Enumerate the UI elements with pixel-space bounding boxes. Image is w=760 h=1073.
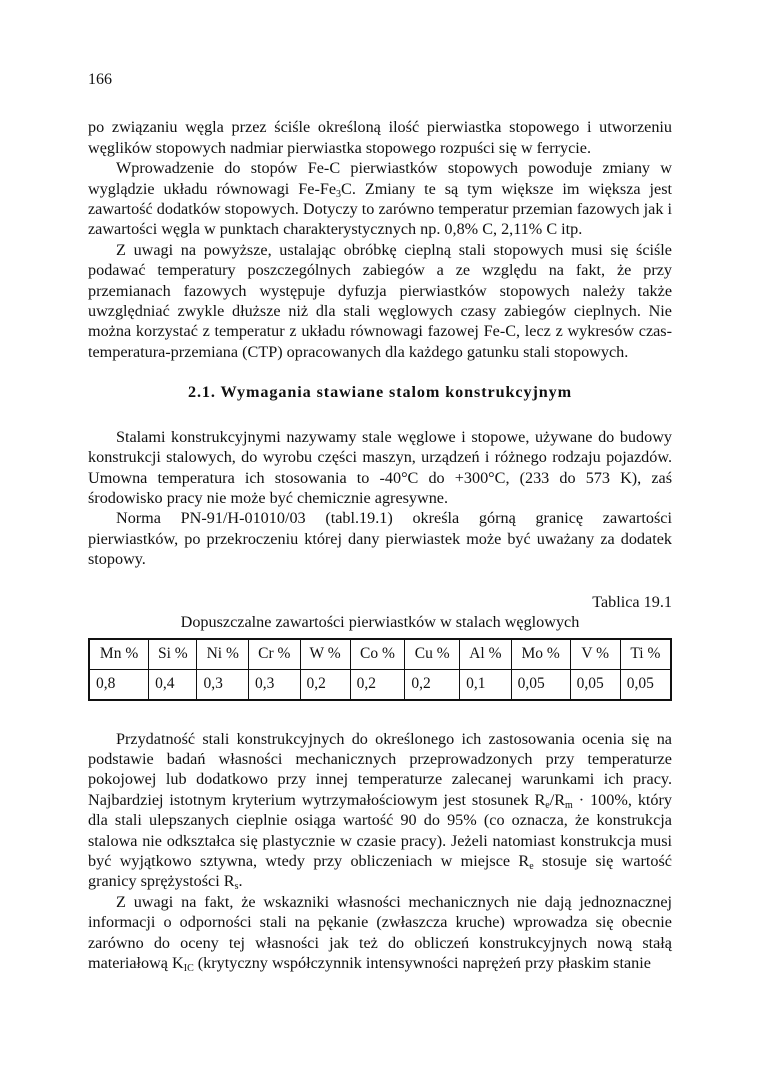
text: /R: [549, 790, 566, 809]
subscript: m: [565, 799, 573, 811]
table-cell: 0,2: [405, 669, 460, 700]
table-header-cell: Ni %: [197, 639, 249, 670]
table-cell: 0,3: [249, 669, 301, 700]
subscript: IC: [183, 963, 194, 974]
text: .: [238, 872, 243, 891]
table-header-cell: Co %: [350, 639, 405, 670]
table-header-cell: Al %: [460, 639, 512, 670]
table-caption: Dopuszczalne zawartości pierwiastków w stalach węglowych: [180, 612, 580, 631]
element-limits-table: [88, 638, 672, 701]
text: Z uwagi na fakt, że wskazniki własności mechanicznych nie dają jednoznacznej informacji o odporności stali na pękanie (zwłaszcza kruche) wprowadza się obecnie zarówno do oceny tej własności jak też do obliczeń konstrukcyjnych nową stałą materiałową K: [88, 892, 672, 972]
subscript: e: [545, 799, 550, 811]
paragraph: [88, 892, 672, 974]
text: Przydatność stali konstrukcyjnych do określonego ich zastosowania ocenia się na podstawie badań własności mechanicznych przeprowadzonych przy temperaturze pokojowej lub dodatkowo przy innej temperaturze zalecanej warunkami ich pracy. Najbardziej istotnym kryterium wytrzymałościowym jest stosunek R: [88, 729, 672, 809]
paragraph: Norma PN-91/H-01010/03 (tabl.19.1) określa górną granicę zawartości pierwiastków, po przekroczeniu której dany pierwiastek może być uważany za dodatek stopowy.: [88, 509, 672, 569]
table-cell: 0,8: [89, 669, 149, 700]
table-header-cell: Mo %: [511, 639, 570, 670]
table-cell: 0,3: [197, 669, 249, 700]
table-header-cell: Mn %: [89, 639, 149, 670]
text: C. Zmiany te są tym większe im większa jest zawartość dodatków stopowych. Dotyczy to zarówno temperatur przemian fazowych jak i zawartości węgla w punktach charakterystycznych np. 0,8% C, 2,11% C itp.: [88, 179, 673, 239]
text: Wprowadzenie do stopów Fe-C pierwiastków stopowych powoduje zmiany w wyglądzie układu równowagi Fe-Fe: [88, 159, 672, 198]
table-reference: Tablica 19.1: [592, 592, 672, 611]
table-cell: 0,05: [620, 669, 671, 700]
table-cell: 0,2: [350, 669, 405, 700]
table-header-cell: W %: [300, 639, 350, 670]
table-cell: 0,1: [460, 669, 512, 700]
table-header-cell: Cu %: [405, 639, 460, 670]
subscript: e: [529, 860, 534, 872]
table-header-cell: V %: [570, 639, 620, 670]
table-row: [89, 669, 671, 700]
table-header-cell: Ti %: [620, 639, 671, 670]
subscript: s: [234, 881, 239, 893]
paragraph: Stalami konstrukcyjnymi nazywamy stale węglowe i stopowe, używane do budowy konstrukcji stalowych, do wyrobu części maszyn, urządzeń i różnego rodzaju pojazdów. Umowna temperatura ich stosowania to -40°C do +300°C, (233 do 573 K), zaś środowisko pracy nie może być chemicznie agresywne.: [88, 427, 672, 507]
page-number: 166: [88, 71, 112, 88]
section-heading: 2.1. Wymagania stawiane stalom konstrukcyjnym: [187, 383, 573, 402]
paragraph: Z uwagi na powyższe, ustalając obróbkę cieplną stali stopowych musi się ściśle podawać temperatury poszczególnych zabiegów a ze względu na fakt, że przy przemianach fazowych występuje dyfuzja pierwiastków stopowych należy także uwzględniać zwykle dłuższe niż dla stali węglowych czasy zabiegów cieplnych. Nie można korzystać z temperatur z układu równowagi fazowej Fe-C, lecz z wykresów czas-temperatura-przemiana (CTP) opracowanych dla każdego gatunku stali stopowych.: [88, 240, 672, 361]
subscript: 3: [336, 188, 342, 200]
table-cell: 0,05: [570, 669, 620, 700]
table-cell: 0,2: [300, 669, 350, 700]
table-cell: 0,05: [511, 669, 570, 700]
table-header-cell: Si %: [149, 639, 197, 670]
table-header-row: [89, 639, 671, 670]
paragraph: po związaniu węgla przez ściśle określoną ilość pierwiastka stopowego i utworzeniu węglików stopowych nadmiar pierwiastka stopowego rozpuści się w ferrycie.: [88, 118, 672, 157]
text: stosuje się wartość granicy sprężystości R: [88, 851, 672, 891]
table-cell: 0,4: [149, 669, 197, 700]
paragraph: [88, 158, 672, 240]
paragraph: [88, 729, 672, 892]
document-page: [88, 70, 672, 973]
table-header-cell: Cr %: [249, 639, 301, 670]
text: (krytyczny współczynnik intensywności naprężeń przy płaskim stanie: [193, 954, 651, 972]
text: · 100%, który dla stali ulepszanych cieplnie osiąga wartość 90 do 95% (co oznacza, że konstrukcja stalowa nie odkształca się plastycznie w czasie pracy). Jeżeli natomiast konstrukcja musi być wyjątkowo sztywna, wtedy przy obliczeniach w miejsce R: [88, 790, 672, 870]
